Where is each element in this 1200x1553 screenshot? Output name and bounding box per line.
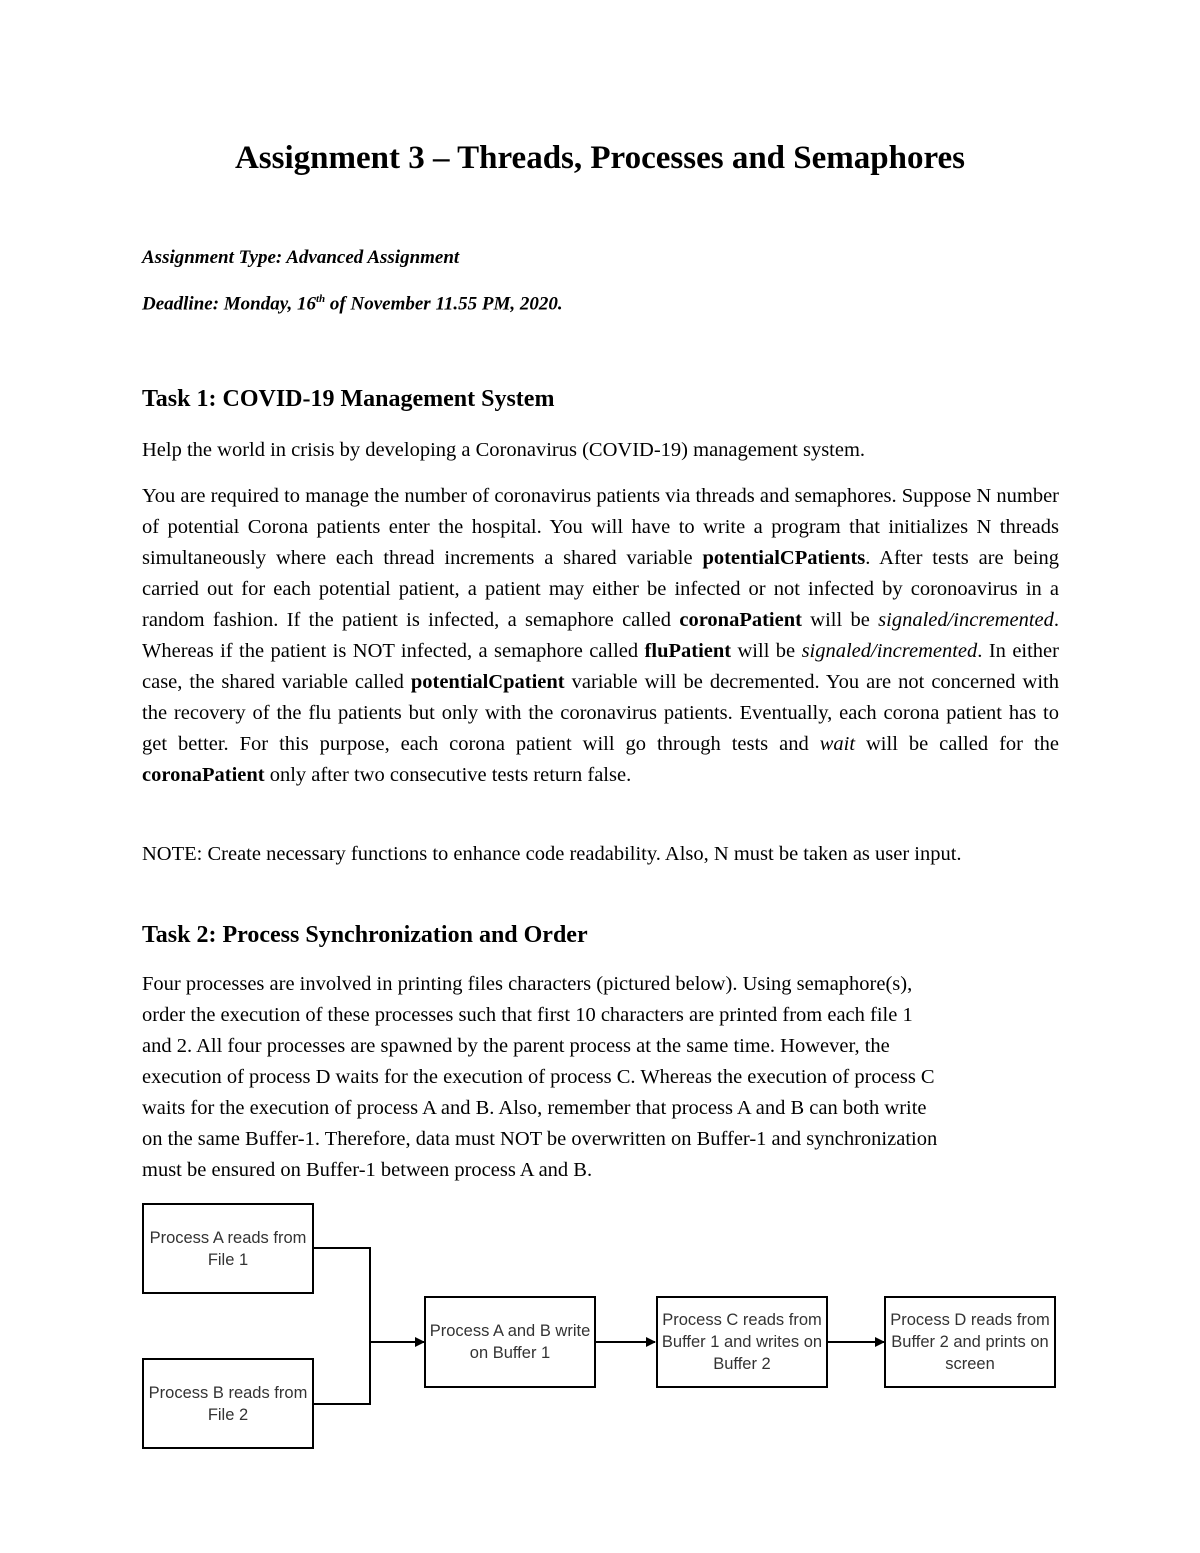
task2-line: and 2. All four processes are spawned by the parent process at the same time. However, the [142,1035,890,1057]
task2-line: Four processes are involved in printing files characters (pictured below). Using semaphore(s), [142,973,913,995]
text-run: will be called for the [855,733,1059,755]
emphasis-wait: wait [819,733,856,755]
text-run: . Whereas if the patient is NOT infected, a semaphore called [142,609,1059,662]
deadline-suffix: of November 11.55 PM, 2020. [325,293,563,315]
emphasis-signaled: signaled/incremented [801,640,978,662]
connector-a-to-merge [314,1248,370,1342]
document-title: Assignment 3 – Threads, Processes and Semaphores [234,140,966,176]
process-b-box: Process B reads from File 2 [142,1358,314,1449]
process-c-box: Process C reads from Buffer 1 and writes on Buffer 2 [656,1296,828,1388]
task2-line: execution of process D waits for the execution of process C. Whereas the execution of process C [142,1066,935,1088]
variable-potentialCPatients: potentialCPatients [702,547,866,569]
deadline-prefix: Deadline: Monday, 16 [142,293,316,315]
text-run: . In either case, the shared variable called [142,640,1059,693]
task1-heading: Task 1: COVID-19 Management System [142,386,555,412]
semaphore-fluPatient: fluPatient [644,640,732,662]
text-run: variable will be decremented. You are not concerned with the recovery of the flu patients but only with the coronavirus patients. Eventually, each corona patient has to get better. For this purpose, each corona patient will go through tests and [142,671,1059,755]
variable-potentialCpatient: potentialCpatient [410,671,565,693]
assignment-type: Assignment Type: Advanced Assignment [142,247,460,268]
emphasis-signaled: signaled/incremented [878,609,1054,631]
task2-heading: Task 2: Process Synchronization and Order [142,922,588,948]
text-run: only after two consecutive tests return false. [264,764,632,786]
connector-b-to-merge [314,1342,370,1404]
text-run: will be [801,609,879,631]
text-run: You are required to manage the number of coronavirus patients via threads and semaphores. Suppose N number of potential Corona patients enter the hospital. You will have to write a program that initializes N threads simultaneously where each thread increments a shared variable [142,485,1059,569]
process-ab-buffer1-box: Process A and B write on Buffer 1 [424,1296,596,1388]
text-run: will be [731,640,802,662]
deadline-ordinal: th [315,293,326,305]
text-run: . After tests are being carried out for each potential patient, a patient may either be infected or not infected by coronoavirus in a random fashion. If the patient is infected, a semaphore called [142,547,1060,631]
semaphore-coronaPatient: coronaPatient [142,764,265,786]
task2-line: must be ensured on Buffer-1 between process A and B. [142,1159,593,1181]
process-a-box: Process A reads from File 1 [142,1203,314,1294]
semaphore-coronaPatient: coronaPatient [679,609,802,631]
task1-intro: Help the world in crisis by developing a Coronavirus (COVID-19) management system. [142,439,866,461]
task2-line: on the same Buffer-1. Therefore, data must NOT be overwritten on Buffer-1 and synchronization [142,1128,938,1150]
task2-line: order the execution of these processes such that first 10 characters are printed from each file 1 [142,1004,913,1026]
process-d-box: Process D reads from Buffer 2 and prints on screen [884,1296,1056,1388]
task2-line: waits for the execution of process A and B. Also, remember that process A and B can both write [142,1097,927,1119]
task1-note: NOTE: Create necessary functions to enhance code readability. Also, N must be taken as user input. [142,843,962,865]
